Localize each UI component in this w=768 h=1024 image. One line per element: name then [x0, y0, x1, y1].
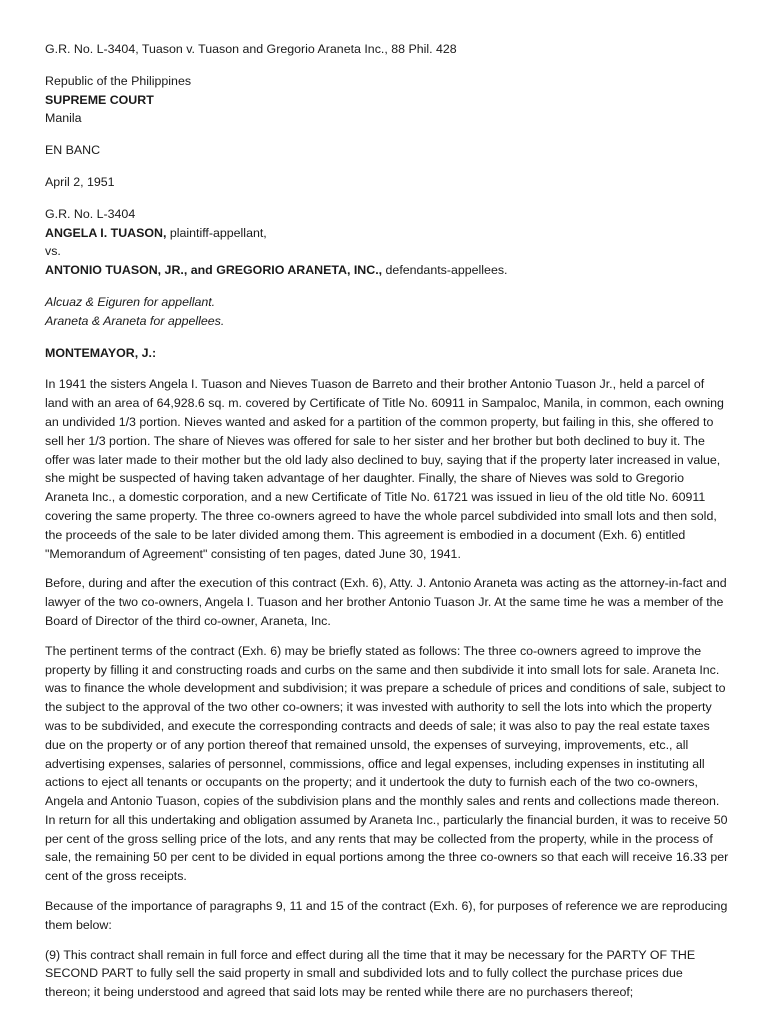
body-paragraph-3: The pertinent terms of the contract (Exh. 6) may be briefly stated as follows: The three co-owners agreed to improve the property by filling it and constructing roads and curbs on the same and then subdivide it into small lots for sale. Araneta Inc. was to finance the whole development and subdivision; it was prepare a schedule of prices and conditions of sale, subject to the subject to the approval of the two other co-owners; it was invested with authority to sell the lots into which the property was to be subdivided, and execute the corresponding contracts and deeds of sale; it was also to pay the real estate taxes due on the property or of any portion thereof that remained unsold, the expenses of surveying, improvements, etc., all advertising expenses, salaries of personnel, commissions, office and legal expenses, including expenses in instituting all actions to eject all tenants or occupants on the property; and it undertook the duty to furnish each of the two co-owners, Angela and Antonio Tuason, copies of the subdivision plans and the monthly sales and rents and collections made thereon. In return for all this undertaking and obligation assumed by Araneta Inc., particularly the financial burden, it was to receive 50 per cent of the gross selling price of the lots, and any rents that may be collected from the property, while in the process of sale, the remaining 50 per cent to be divided in equal portions among the three co-owners so that each will receive 16.33 per cent of the gross receipts. [45, 643, 729, 884]
division-label: EN BANC [45, 143, 101, 158]
counsel-appellees: Araneta & Araneta for appellees. [45, 313, 225, 328]
counsel-appellant: Alcuaz & Eiguren for appellant. [45, 294, 216, 309]
defendant-role: defendants-appellees. [382, 263, 508, 278]
body-paragraph-1: In 1941 the sisters Angela I. Tuason and Nieves Tuason de Barreto and their brother Antonio Tuason Jr., held a parcel of land with an area of 64,928.6 sq. m. covered by Certificate of Title No. 60911 in Sampaloc, Manila, in common, each owning an undivided 1/3 portion. Nieves wanted and asked for a partition of the common property, but failing in this, she offered to sell her 1/3 portion. The share of Nieves was offered for sale to her sister and her brother but both declined to buy it. The offer was later made to their mother but the old lady also declined to buy, saying that if the property later increased in value, she might be suspected of having taken advantage of her daughter. Finally, the share of Nieves was sold to Gregorio Araneta Inc., a domestic corporation, and a new Certificate of Title No. 61721 was issued in lieu of the old title No. 60911 covering the same property. The three co-owners agreed to have the whole parcel subdivided into small lots and then sold, the proceeds of the sale to be later divided among them. This agreement is embodied in a document (Exh. 6) entitled "Memorandum of Agreement" consisting of ten pages, dated June 30, 1941. [45, 377, 724, 561]
court-name: SUPREME COURT [45, 92, 154, 107]
document-page [45, 40, 730, 1002]
body-paragraph-2: Before, during and after the execution of this contract (Exh. 6), Atty. J. Antonio Araneta was acting as the attorney-in-fact and lawyer of the two co-owners, Angela I. Tuason and her brother Antonio Tuason Jr. At the same time he was a member of the Board of Director of the third co-owner, Araneta, Inc. [45, 576, 727, 628]
defendant-line [45, 261, 730, 280]
case-number: G.R. No. L-3404 [45, 206, 136, 221]
republic-line: Republic of the Philippines [45, 73, 192, 88]
versus-line: vs. [45, 244, 61, 259]
ponente: MONTEMAYOR, J.: [45, 345, 157, 360]
court-city: Manila [45, 111, 82, 126]
plaintiff-role: plaintiff-appellant, [166, 225, 267, 240]
plaintiff-name: ANGELA I. TUASON, [45, 225, 167, 240]
body-paragraph-5: (9) This contract shall remain in full force and effect during all the time that it may be necessary for the PARTY OF THE SECOND PART to fully sell the said property in small and subdivided lots and to fully collect the purchase prices due thereon; it being understood and agreed that said lots may be rented while there are no purchasers thereof; [45, 947, 696, 1000]
defendant-names: ANTONIO TUASON, JR., and GREGORIO ARANETA, INC., [45, 263, 383, 278]
case-citation: G.R. No. L-3404, Tuason v. Tuason and Gregorio Araneta Inc., 88 Phil. 428 [45, 42, 457, 56]
decision-date: April 2, 1951 [45, 174, 115, 189]
body-paragraph-4: Because of the importance of paragraphs 9, 11 and 15 of the contract (Exh. 6), for purposes of reference we are reproducing them below: [45, 899, 728, 932]
plaintiff-line [45, 224, 730, 243]
